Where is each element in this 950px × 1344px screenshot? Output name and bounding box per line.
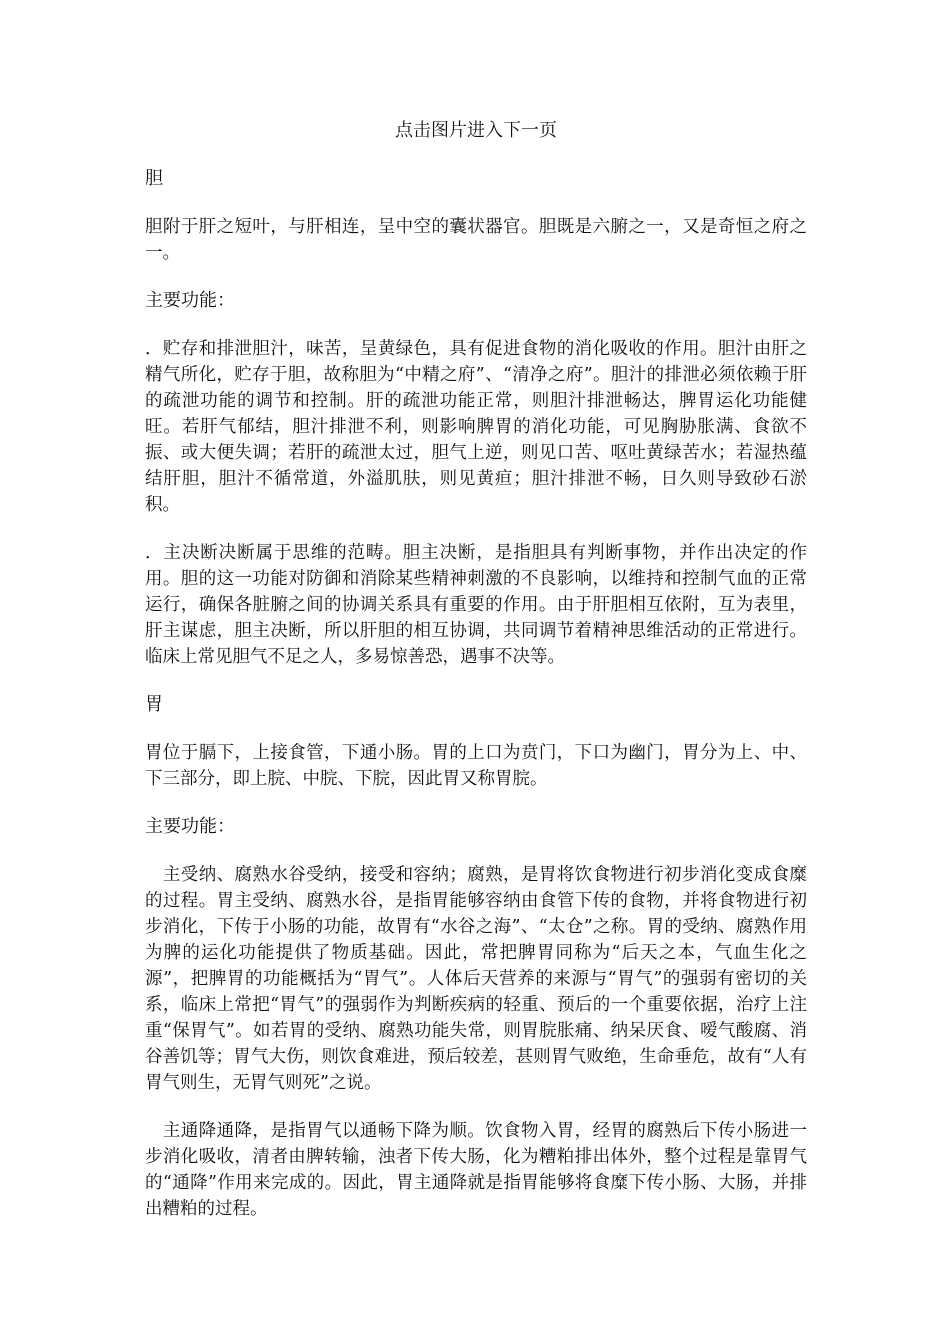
paragraph-gallbladder-function-1: ．贮存和排泄胆汁，味苦，呈黄绿色，具有促进食物的消化吸收的作用。胆汁由肝之精气所化，贮存于胆，故称胆为“中精之府”、“清净之府”。胆汁的排泄必须依赖于肝的疏泄功能的调节和控制。肝的疏泄功能正常，则胆汁排泄畅达，脾胃运化功能健旺。若肝气郁结，胆汁排泄不利，则影响脾胃的消化功能，可见胸胁胀满、食欲不振、或大便失调；若肝的疏泄太过，胆气上逆，则见口苦、呕吐黄绿苦水；若湿热蕴结肝胆，胆汁不循常道，外溢肌肤，则见黄疸；胆汁排泄不畅，日久则导致砂石淤积。 xyxy=(145,339,807,515)
paragraph-gallbladder-function-2: ．主决断决断属于思维的范畴。胆主决断，是指胆具有判断事物，并作出决定的作用。胆的这一功能对防御和消除某些精神刺激的不良影响，以维持和控制气血的正常运行，确保各脏腑之间的协调关系具有重要的作用。由于肝胆相互依附，互为表里，肝主谋虑，胆主决断，所以肝胆的相互协调，共同调节着精神思维活动的正常进行。临床上常见胆气不足之人，多易惊善恐，遇事不决等。 xyxy=(145,543,807,667)
section-heading-stomach: 胃 xyxy=(145,694,163,715)
document-page xyxy=(145,118,807,1244)
paragraph-stomach-intro: 胃位于膈下，上接食管，下通小肠。胃的上口为贲门，下口为幽门，胃分为上、中、下三部分，即上脘、中脘、下脘，因此胃又称胃脘。 xyxy=(145,743,807,789)
section-stomach xyxy=(145,692,807,1222)
paragraph-stomach-function-1: 主受纳、腐熟水谷受纳，接受和容纳；腐熟，是胃将饮食物进行初步消化变成食糜的过程。胃主受纳、腐熟水谷，是指胃能够容纳由食管下传的食物，并将食物进行初步消化，下传于小肠的功能，故胃有“水谷之海”、“太仓”之称。胃的受纳、腐熟作用为脾的运化功能提供了物质基础。因此，常把脾胃同称为“后天之本，气血生化之源”，把脾胃的功能概括为“胃气”。人体后天营养的来源与“胃气”的强弱有密切的关系，临床上常把“胃气”的强弱作为判断疾病的轻重、预后的一个重要依据，治疗上注重“保胃气”。如若胃的受纳、腐熟功能失常，则胃脘胀痛、纳呆厌食、嗳气酸腐、消谷善饥等；胃气大伤，则饮食难进，预后较差，甚则胃气败绝，生命垂危，故有“人有胃气则生，无胃气则死”之说。 xyxy=(145,865,807,1093)
functions-label-stomach: 主要功能： xyxy=(145,816,235,837)
functions-label-gallbladder: 主要功能： xyxy=(145,290,235,311)
next-page-link[interactable]: 点击图片进入下一页 xyxy=(395,120,557,141)
section-heading-gallbladder: 胆 xyxy=(145,168,163,189)
paragraph-gallbladder-intro: 胆附于肝之短叶，与肝相连，呈中空的囊状器官。胆既是六腑之一，又是奇恒之府之一。 xyxy=(145,217,807,263)
paragraph-stomach-function-2: 主通降通降，是指胃气以通畅下降为顺。饮食物入胃，经胃的腐熟后下传小肠进一步消化吸收，清者由脾转输，浊者下传大肠，化为糟粕排出体外，整个过程是靠胃气的“通降”作用来完成的。因此，胃主通降就是指胃能够将食糜下传小肠、大肠，并排出糟粕的过程。 xyxy=(145,1121,807,1219)
section-gallbladder xyxy=(145,166,807,670)
